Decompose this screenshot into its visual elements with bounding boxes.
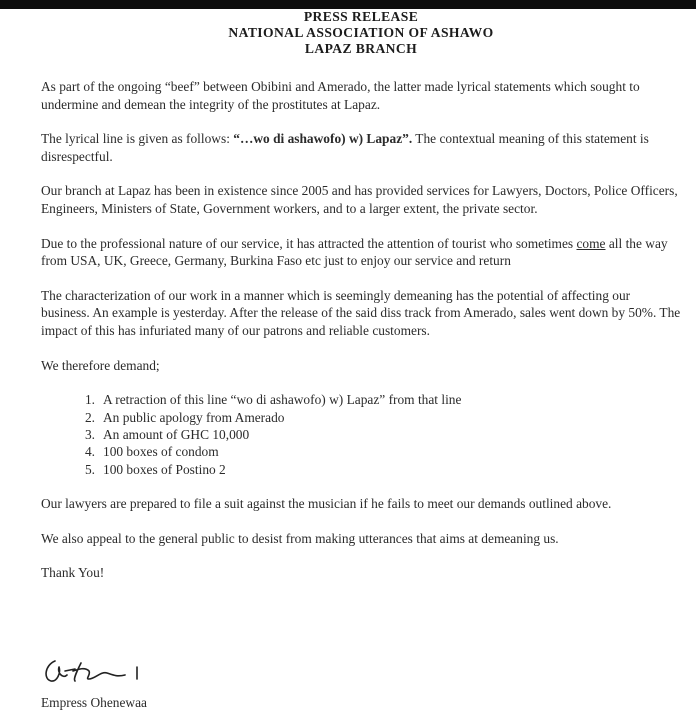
heading-branch: LAPAZ BRANCH [304,41,418,56]
list-item-number: 2. [84,409,95,425]
list-item [41,443,681,460]
handwritten-signature [41,649,161,689]
lyrical-line-meaning: The contextual meaning of this statement is disrespectful. [41,131,649,164]
list-item-text: An amount of GHC 10,000 [103,426,250,442]
list-item-number: 1. [84,392,95,408]
paragraph-lawyers: Our lawyers are prepared to file a suit against the musician if he fails to meet our demands outlined above. [41,496,612,512]
tourists-underlined-word: come [576,235,606,251]
list-item-text: An public apology from Amerado [103,409,285,425]
tourists-text-start: Due to the professional nature of our service, it has attracted the attention of tourist who sometimes [41,235,577,251]
tourists-text-end: all the way from USA, UK, Greece, Germany, Burkina Faso etc just to enjoy our service and return [41,235,668,269]
list-item-number: 5. [84,461,95,477]
signatory-name: Empress Ohenewaa [41,695,147,710]
press-release-document [41,9,681,710]
thank-you-line: Thank You! [41,565,105,581]
demands-list [41,391,681,478]
heading-organization: NATIONAL ASSOCIATION OF ASHAWO [228,25,494,40]
paragraph-public-appeal: We also appeal to the general public to desist from making utterances that aims at demeaning us. [41,530,559,546]
list-item [41,391,681,408]
document-heading [41,9,681,57]
paragraph-demand-intro: We therefore demand; [41,357,160,373]
paragraph-branch-history: Our branch at Lapaz has been in existence since 2005 and has provided services for Lawyers, Doctors, Police Officers, Engineers, Ministers of State, Government workers, and to a larger extent, the private sector. [41,183,678,216]
paragraph-tourists [41,235,681,270]
list-item [41,409,681,426]
list-item-number: 4. [84,444,95,460]
paragraph-business-impact: The characterization of our work in a manner which is seemingly demeaning has the potential of affecting our business. An example is yesterday. After the release of the said diss track from Amerado, sales went down by 50%. The impact of this has infuriated many of our patrons and reliable customers. [41,287,681,338]
lyrical-line-quote: “…wo di ashawofo) w) Lapaz”. [233,131,413,147]
paragraph-beef: As part of the ongoing “beef” between Obibini and Amerado, the latter made lyrical statements which sought to undermine and demean the integrity of the prostitutes at Lapaz. [41,79,640,112]
list-item [41,426,681,443]
lyrical-line-intro: The lyrical line is given as follows: [41,131,234,147]
list-item-number: 3. [84,426,95,442]
heading-press-release: PRESS RELEASE [303,9,419,24]
list-item-text: A retraction of this line “wo di ashawofo) w) Lapaz” from that line [103,392,462,408]
paragraph-lyrical-line [41,130,681,165]
top-dark-bar [0,0,696,9]
list-item-text: 100 boxes of condom [103,444,219,460]
list-item [41,461,681,478]
list-item-text: 100 boxes of Postino 2 [103,461,226,477]
